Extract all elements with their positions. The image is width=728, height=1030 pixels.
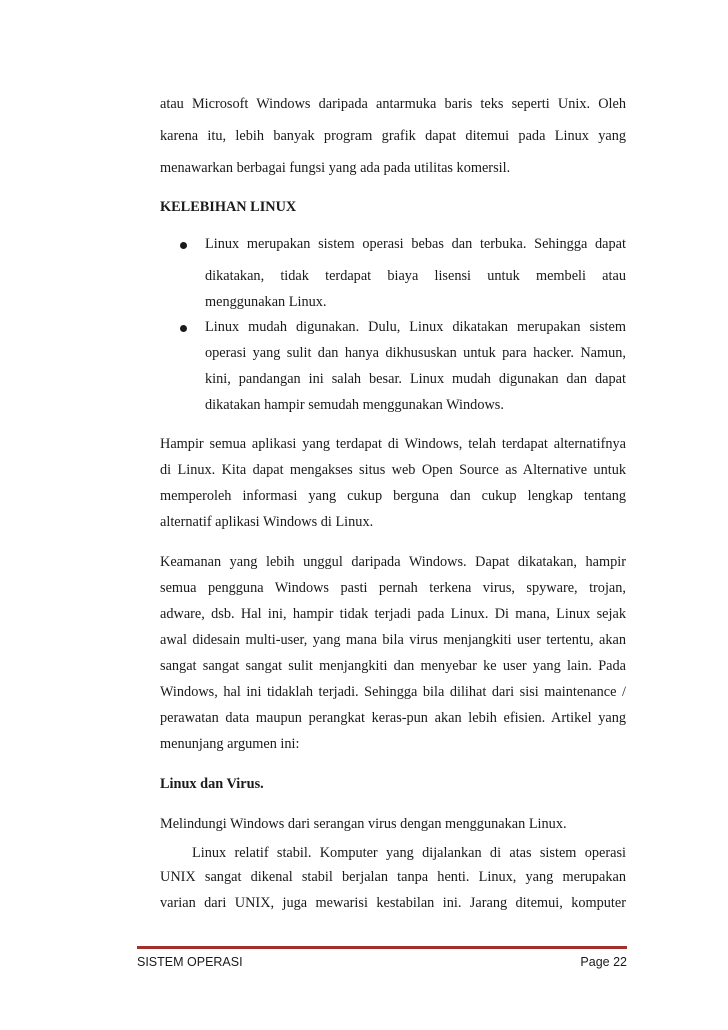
security-line-3: adware, dsb. Hal ini, hampir tidak terjadi pada Linux. Di mana, Linux sejak — [160, 606, 626, 622]
intro-line-1: atau Microsoft Windows daripada antarmuka baris teks seperti Unix. Oleh — [160, 96, 626, 112]
security-line-1: Keamanan yang lebih unggul daripada Windows. Dapat dikatakan, hampir — [160, 554, 626, 570]
bullet-2-line-2: operasi yang sulit dan hanya dikhususkan untuk para hacker. Namun, — [205, 345, 626, 361]
security-line-2: semua pengguna Windows pasti pernah terkena virus, spyware, trojan, — [160, 580, 626, 596]
subheading: Linux dan Virus. — [160, 776, 264, 792]
footer-rule — [137, 946, 627, 949]
footer-title: SISTEM OPERASI — [137, 955, 243, 969]
bullet-2-line-4: dikatakan hampir semudah menggunakan Windows. — [205, 397, 504, 413]
security-line-4: awal didesain multi-user, yang mana bila virus menjangkiti user tertentu, akan — [160, 632, 626, 648]
security-line-6: Windows, hal ini tidaklah terjadi. Sehingga bila dilihat dari sisi maintenance / — [160, 684, 626, 700]
bullet-dot — [180, 242, 187, 249]
bullet-1-line-3: menggunakan Linux. — [205, 294, 327, 310]
security-line-5: sangat sangat sangat sulit menjangkiti dan menyebar ke user yang lain. Pada — [160, 658, 626, 674]
security-line-8: menunjang argumen ini: — [160, 736, 300, 752]
intro-line-3: menawarkan berbagai fungsi yang ada pada utilitas komersil. — [160, 160, 511, 176]
stable-line-1: Linux relatif stabil. Komputer yang dijalankan di atas sistem operasi — [192, 845, 626, 861]
apps-line-2: di Linux. Kita dapat mengakses situs web Open Source as Alternative untuk — [160, 462, 626, 478]
section-heading: KELEBIHAN LINUX — [160, 199, 297, 215]
apps-line-1: Hampir semua aplikasi yang terdapat di Windows, telah terdapat alternatifnya — [160, 436, 626, 452]
bullet-1-line-2: dikatakan, tidak terdapat biaya lisensi untuk membeli atau — [205, 268, 626, 284]
stable-line-2: UNIX sangat dikenal stabil berjalan tanpa henti. Linux, yang merupakan — [160, 869, 626, 885]
apps-line-4: alternatif aplikasi Windows di Linux. — [160, 514, 374, 530]
bullet-1-line-1: Linux merupakan sistem operasi bebas dan terbuka. Sehingga dapat — [205, 236, 626, 252]
security-line-7: perawatan data maupun perangkat keras-pun akan lebih efisien. Artikel yang — [160, 710, 626, 726]
intro-line-2: karena itu, lebih banyak program grafik dapat ditemui pada Linux yang — [160, 128, 626, 144]
virus-line: Melindungi Windows dari serangan virus dengan menggunakan Linux. — [160, 816, 567, 832]
bullet-2-line-3: kini, pandangan ini salah besar. Linux mudah digunakan dan dapat — [205, 371, 626, 387]
bullet-dot — [180, 325, 187, 332]
bullet-2-line-1: Linux mudah digunakan. Dulu, Linux dikatakan merupakan sistem — [205, 319, 626, 335]
apps-line-3: memperoleh informasi yang cukup berguna dan cukup lengkap tentang — [160, 488, 626, 504]
stable-line-3: varian dari UNIX, juga mewarisi kestabilan ini. Jarang ditemui, komputer — [160, 895, 626, 911]
footer-page-number: Page 22 — [580, 955, 627, 969]
